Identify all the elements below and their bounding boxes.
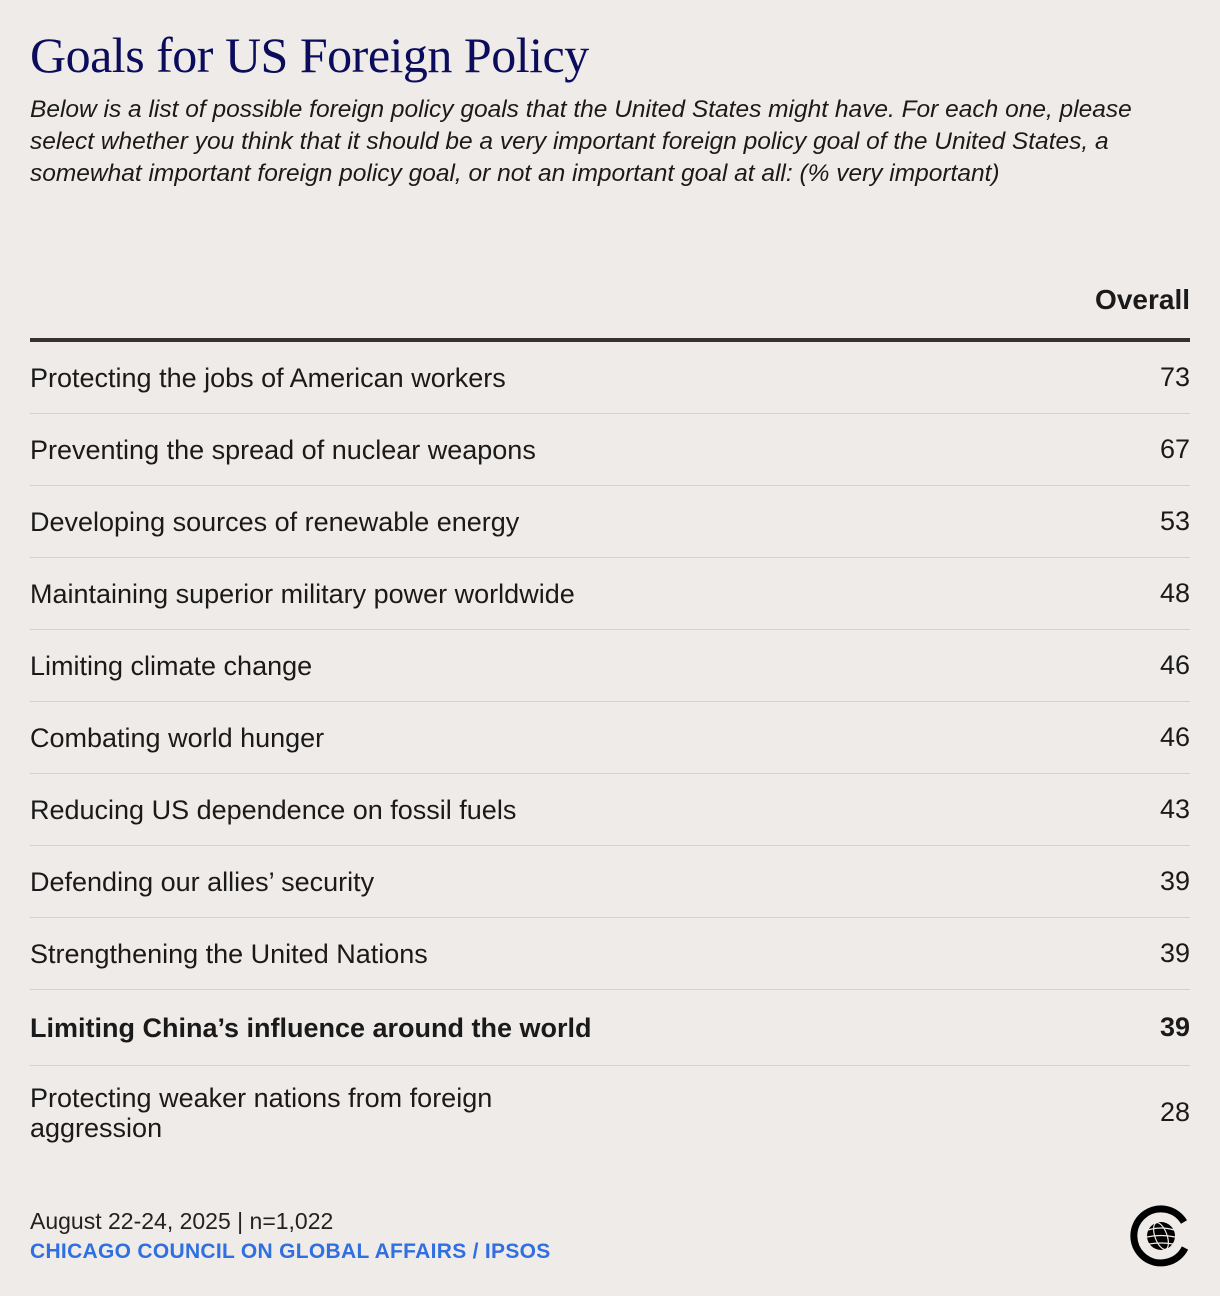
survey-date: August 22-24, 2025 | n=1,022 [30,1208,334,1234]
row-label: Preventing the spread of nuclear weapons [30,434,536,465]
row-label: Developing sources of renewable energy [30,506,520,537]
row-value: 39 [1159,866,1190,896]
table-row [30,990,1190,1066]
table-row [30,846,1190,918]
row-value: 48 [1159,578,1190,608]
row-value: 46 [1159,722,1190,752]
table-row [30,486,1190,558]
results-table [30,338,1190,1159]
row-value: 53 [1159,506,1190,536]
column-header-overall: Overall [1095,284,1190,315]
row-label: Protecting weaker nations from foreign aggression [30,1082,493,1143]
row-value: 67 [1159,434,1190,464]
row-label: Reducing US dependence on fossil fuels [30,794,517,825]
table-row [30,558,1190,630]
row-label: Strengthening the United Nations [30,938,428,969]
page-title: Goals for US Foreign Policy [30,27,589,83]
table-row [30,918,1190,990]
globe-logo-icon [1128,1204,1192,1268]
row-value: 39 [1159,938,1190,968]
source-credit: CHICAGO COUNCIL ON GLOBAL AFFAIRS / IPSOS [30,1240,551,1263]
subtitle: Below is a list of possible foreign policy goals that the United States might have. For each one, please select whether you think that it should be a very important foreign policy goal of the United States, a somewhat important foreign policy goal, or not an important goal at all: (% very important) [30,96,1132,187]
table-row [30,342,1190,414]
table-row [30,414,1190,486]
row-value: 43 [1159,794,1190,824]
row-value: 28 [1159,1097,1190,1127]
table-row [30,1066,1190,1159]
row-label: Combating world hunger [30,722,325,753]
row-label: Maintaining superior military power worldwide [30,578,575,609]
row-label: Limiting climate change [30,650,313,681]
row-label: Defending our allies’ security [30,866,375,897]
row-value: 73 [1159,362,1190,392]
table-row [30,630,1190,702]
row-value: 46 [1159,650,1190,680]
table-row [30,774,1190,846]
row-label: Limiting China’s influence around the world [30,1012,592,1043]
row-label: Protecting the jobs of American workers [30,362,506,393]
row-value: 39 [1159,1012,1190,1042]
table-row [30,702,1190,774]
